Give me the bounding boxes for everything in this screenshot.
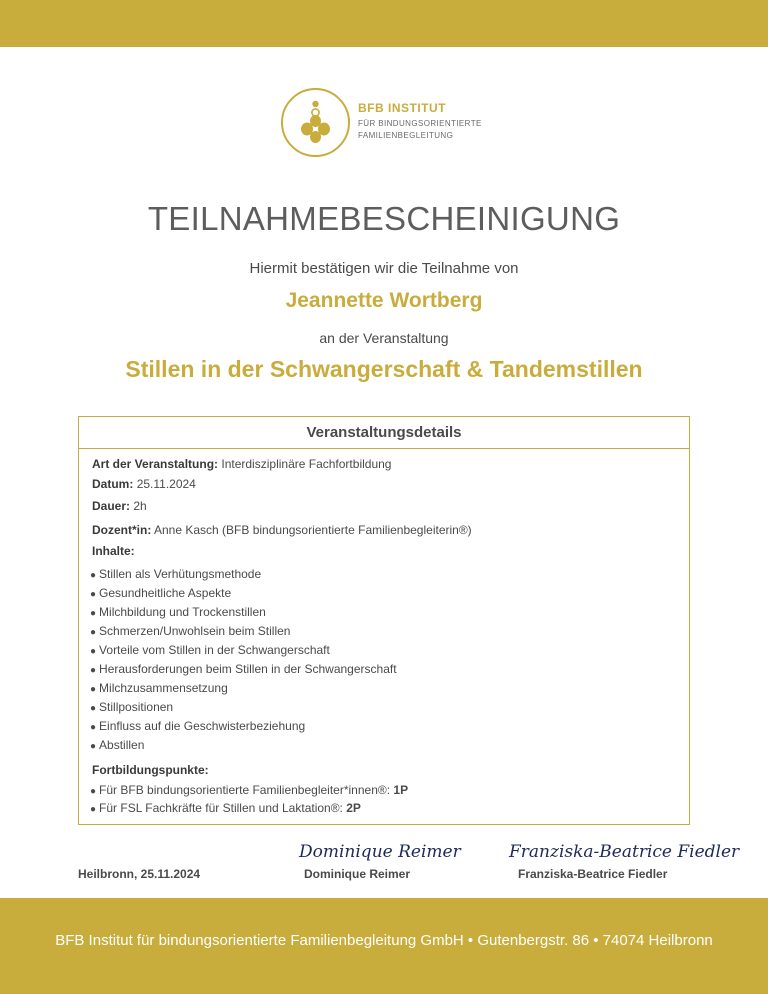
points-item: ● Für BFB bindungsorientierte Familienbegleiter*innen®: 1P (90, 783, 409, 797)
place-date: Heilbronn, 25.11.2024 (78, 867, 201, 881)
detail-label: Inhalte: (92, 544, 135, 558)
logo-subtitle-line2: FAMILIENBEGLEITUNG (358, 131, 454, 140)
detail-contents-label (92, 544, 135, 558)
certificate-title: TEILNAHMEBESCHEINIGUNG (147, 200, 621, 237)
detail-event-type (92, 457, 391, 471)
detail-date (92, 477, 196, 491)
footer-text: BFB Institut für bindungsorientierte Familienbegleitung GmbH • Gutenbergstr. 86 • 74074 Heilbronn (55, 932, 713, 949)
details-heading: Veranstaltungsdetails (79, 417, 689, 449)
list-item: ● Herausforderungen beim Stillen in der Schwangerschaft (90, 662, 397, 676)
detail-value: 25.11.2024 (136, 477, 196, 491)
detail-value: 2h (133, 499, 147, 513)
list-item: ● Milchbildung und Trockenstillen (90, 605, 266, 619)
list-item: ● Milchzusammensetzung (90, 681, 228, 695)
intro-text: Hiermit bestätigen wir die Teilnahme von (249, 260, 519, 277)
signature-2: Franziska-Beatrice Fiedler (509, 842, 740, 862)
detail-label: Art der Veranstaltung: (92, 457, 219, 471)
detail-duration (92, 499, 147, 513)
detail-value: Interdisziplinäre Fachfortbildung (221, 457, 392, 471)
list-item: ● Stillpositionen (90, 700, 174, 714)
event-title: Stillen in der Schwangerschaft & Tandemstillen (125, 356, 643, 382)
participant-name: Jeannette Wortberg (285, 289, 483, 312)
bfb-logo-icon (281, 88, 350, 157)
signature-1: Dominique Reimer (299, 842, 461, 862)
points-item: ● Für FSL Fachkräfte für Stillen und Laktation®: 2P (90, 801, 361, 815)
list-item: ● Gesundheitliche Aspekte (90, 586, 232, 600)
details-box (78, 416, 690, 825)
logo-subtitle-line1: FÜR BINDUNGSORIENTIERTE (358, 119, 482, 128)
points-value: 2P (346, 801, 361, 815)
list-item: ● Vorteile vom Stillen in der Schwangerschaft (90, 643, 330, 657)
points-value: 1P (393, 783, 409, 797)
list-item: ● Abstillen (90, 738, 145, 752)
list-item: ● Stillen als Verhütungsmethode (90, 567, 262, 581)
event-intro-text: an der Veranstaltung (319, 330, 449, 346)
list-item: ● Schmerzen/Unwohlsein beim Stillen (90, 624, 291, 638)
detail-lecturer (92, 523, 472, 537)
detail-label: Dozent*in: (92, 523, 152, 537)
logo-name: BFB INSTITUT (358, 101, 446, 115)
detail-value: Anne Kasch (BFB bindungsorientierte Familienbegleiterin®) (154, 523, 472, 537)
detail-label: Fortbildungspunkte: (92, 763, 209, 777)
signer-1-name: Dominique Reimer (304, 867, 411, 881)
detail-label: Dauer: (92, 499, 131, 513)
top-band (0, 0, 768, 47)
list-item: ● Einfluss auf die Geschwisterbeziehung (90, 719, 306, 733)
detail-label: Datum: (92, 477, 134, 491)
signer-2-name: Franziska-Beatrice Fiedler (518, 867, 668, 881)
detail-points-label (92, 763, 209, 777)
